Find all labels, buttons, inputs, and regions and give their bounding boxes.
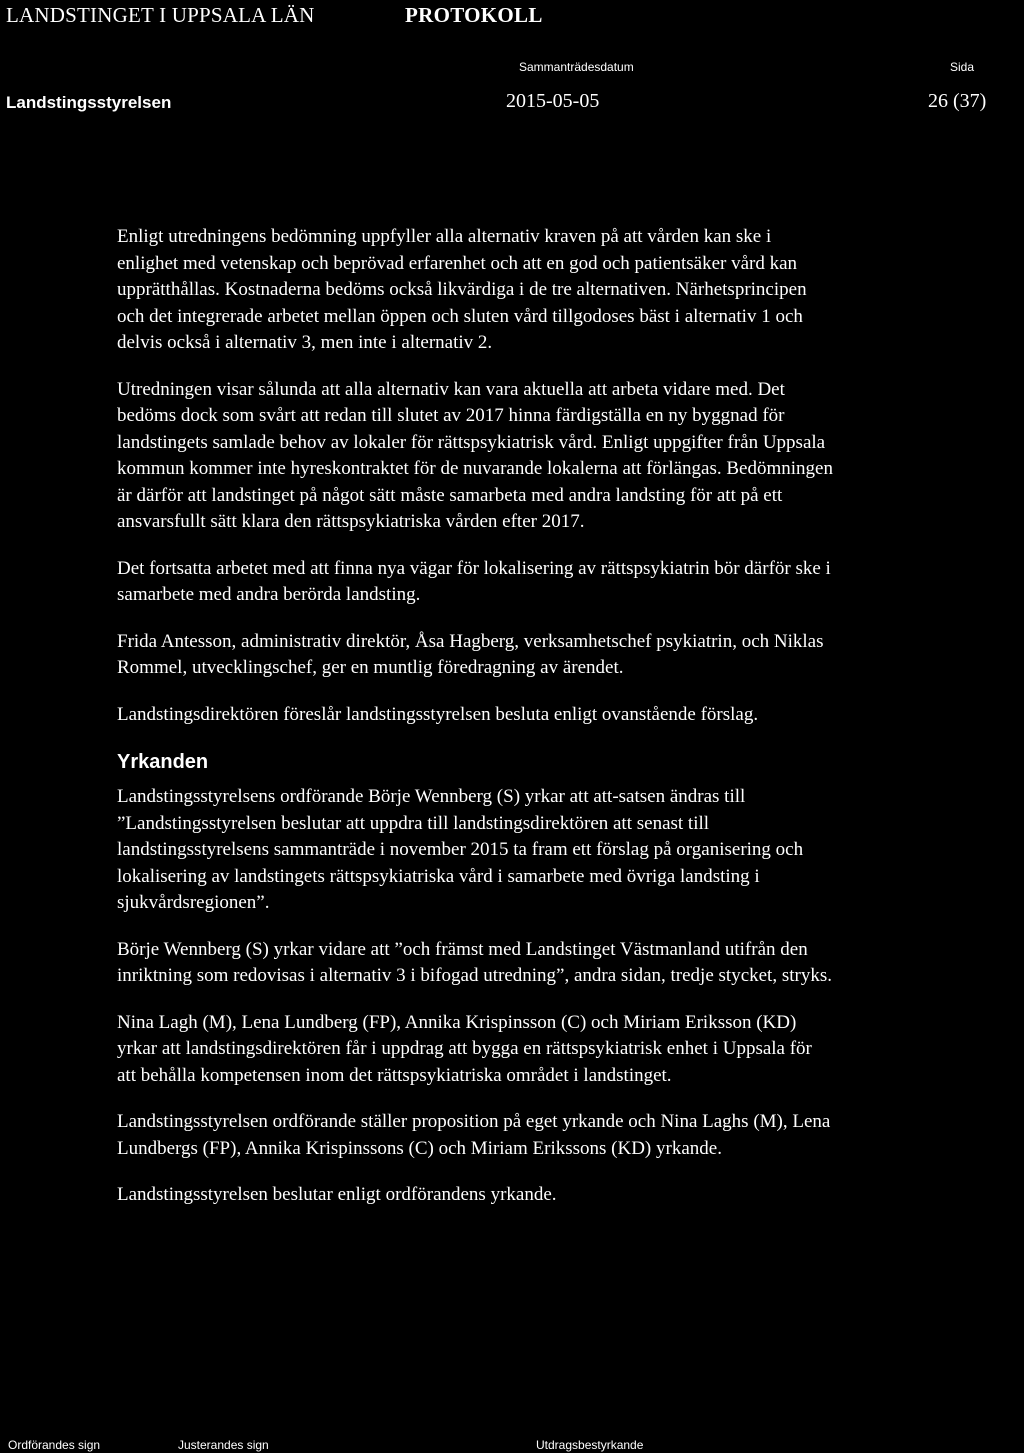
text-line: Utredningen visar sålunda att alla alternativ kan vara aktuella att arbeta vidare med. Det [117, 378, 785, 400]
text-line: upprätthållas. Kostnaderna bedöms också likvärdiga i de tre alternativen. Närhetsprincipen [117, 279, 807, 300]
document-body [117, 224, 1022, 1229]
adjuster-sign-label: Justerandes sign [178, 1438, 269, 1452]
paragraph [117, 1109, 1022, 1162]
text-line: att behålla kompetensen inom det rättspsykiatriska området i landstinget. [117, 1064, 672, 1086]
text-line: lokalisering av landstingets rättspsykiatriska vård i samarbete med övriga landsting i [117, 865, 760, 887]
text-line: Frida Antesson, administrativ direktör, Åsa Hagberg, verksamhetschef psykiatrin, och Niklas [117, 630, 824, 652]
text-line: inriktning som redovisas i alternativ 3 i bifogad utredning”, andra sidan, tredje stycket, stryks. [117, 965, 832, 986]
text-line: delvis också i alternativ 3, men inte i alternativ 2. [117, 332, 493, 353]
text-line: Enligt utredningens bedömning uppfyller alla alternativ kraven på att vården kan ske i [117, 226, 772, 247]
text-line: är därför att landstinget på något sätt måste samarbeta med andra landsting för att på ett [117, 484, 783, 506]
text-line: kommun kommer inte hyreskontraktet för de nuvarande lokalerna att förlängas. Bedömningen [117, 458, 833, 479]
paragraph [117, 629, 1022, 682]
paragraph [117, 702, 1022, 729]
paragraph [117, 1182, 1022, 1209]
text-line: Rommel, utvecklingschef, ger en muntlig föredragning av ärendet. [117, 657, 624, 678]
text-line: landstingets samlade behov av lokaler för rättspsykiatrisk vård. Enligt uppgifter från Uppsala [117, 431, 826, 453]
extract-certification-label: Utdragsbestyrkande [536, 1438, 644, 1452]
section-heading: Yrkanden [117, 751, 209, 773]
text-line: Landstingsstyrelsen ordförande ställer proposition på eget yrkande och Nina Laghs (M), Lena [117, 1111, 831, 1132]
paragraph [117, 224, 1022, 357]
chair-sign-label: Ordförandes sign [8, 1438, 101, 1452]
date-label: Sammanträdesdatum [519, 60, 634, 74]
text-line: landstingsstyrelsens sammanträde i november 2015 ta fram ett förslag på organisering och [117, 839, 804, 860]
committee-name: Landstingsstyrelsen [6, 93, 172, 112]
text-line: Landstingsstyrelsens ordförande Börje Wennberg (S) yrkar att att-satsen ändras till [117, 786, 746, 807]
paragraph [117, 784, 1022, 917]
text-line: samarbete med andra berörda landsting. [117, 584, 421, 605]
paragraph [117, 1010, 1022, 1090]
organization-name: LANDSTINGET I UPPSALA LÄN [6, 3, 315, 27]
document-type: PROTOKOLL [405, 3, 543, 27]
text-line: bedöms dock som svårt att redan till slutet av 2017 hinna färdigställa en ny byggnad för [117, 405, 785, 426]
text-line: Nina Lagh (M), Lena Lundberg (FP), Annika Krispinsson (C) och Miriam Eriksson (KD) [117, 1011, 797, 1033]
text-line: Landstingsdirektören föreslår landstingsstyrelsen besluta enligt ovanstående förslag. [117, 703, 759, 725]
text-line: enlighet med vetenskap och beprövad erfarenhet och att en god och patientsäker vård kan [117, 252, 798, 274]
text-line: Lundbergs (FP), Annika Krispinssons (C) och Miriam Erikssons (KD) yrkande. [117, 1137, 722, 1159]
text-line: yrkar att landstingsdirektören får i uppdrag att bygga en rättspsykiatrisk enhet i Uppsala för [117, 1038, 812, 1059]
text-line: ansvarsfullt sätt klara den rättspsykiatriska vården efter 2017. [117, 511, 585, 532]
paragraph [117, 556, 1022, 609]
text-line: Börje Wennberg (S) yrkar vidare att ”och främst med Landstinget Västmanland utifrån den [117, 938, 808, 960]
meeting-date: 2015-05-05 [506, 90, 600, 112]
text-line: ”Landstingsstyrelsen beslutar att uppdra till landstingsdirektören att senast till [117, 812, 710, 834]
text-line: sjukvårdsregionen”. [117, 892, 270, 913]
text-line: och det integrerade arbetet mellan öppen och sluten vård tillgodoses bäst i alternativ 1 och [117, 305, 803, 327]
text-line: Landstingsstyrelsen beslutar enligt ordförandens yrkande. [117, 1184, 557, 1205]
page-number: 26 (37) [928, 90, 987, 112]
paragraph [117, 937, 1022, 990]
paragraph [117, 377, 1022, 536]
text-line: Det fortsatta arbetet med att finna nya vägar för lokalisering av rättspsykiatrin bör därför ske i [117, 557, 831, 579]
page-label: Sida [950, 60, 975, 74]
